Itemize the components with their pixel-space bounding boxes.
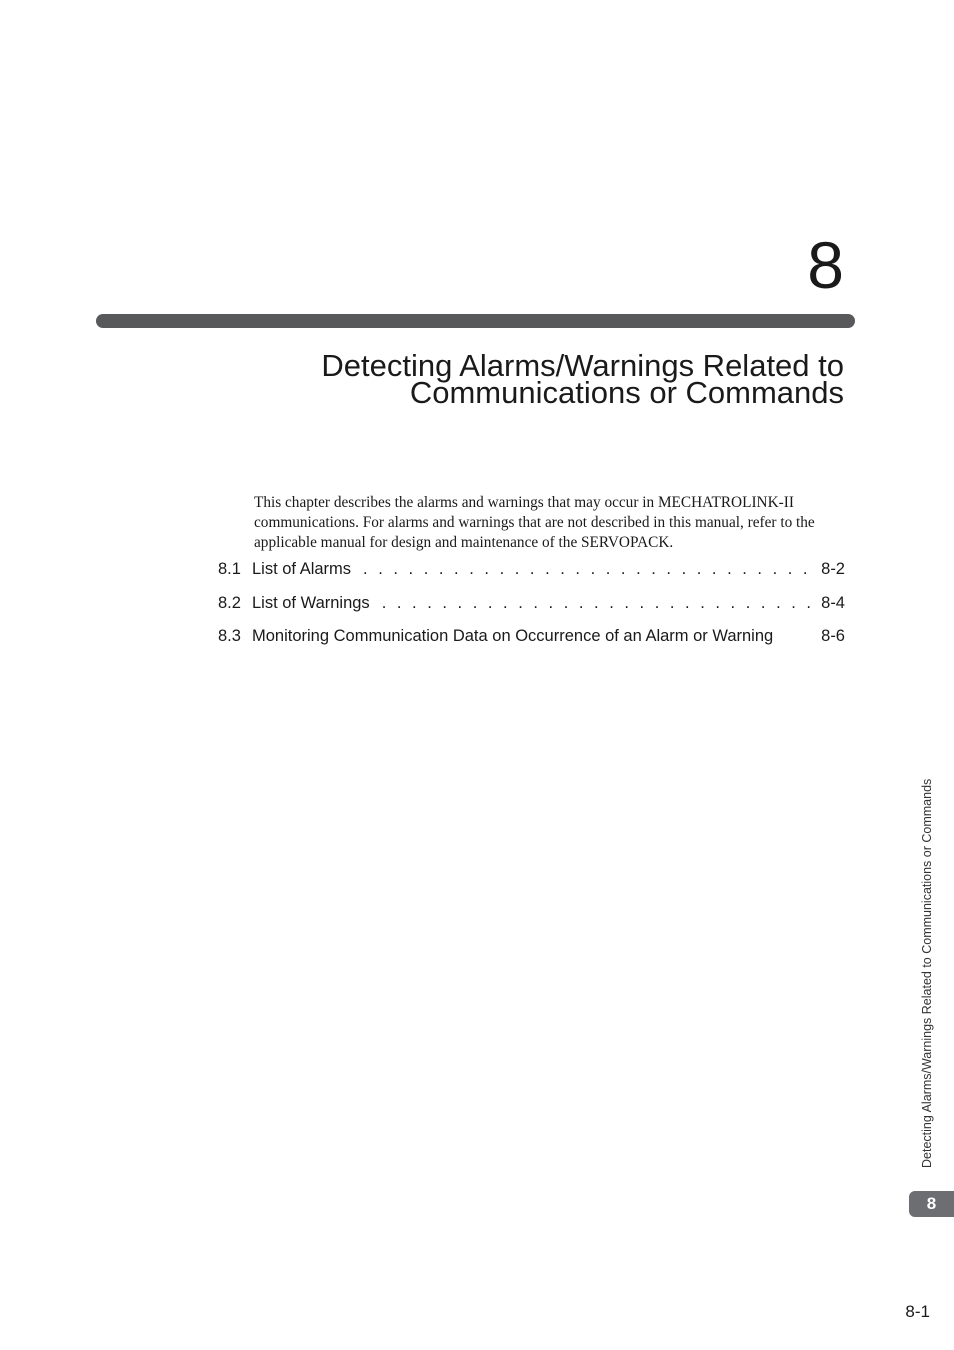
toc-entry-page: 8-2 [821,560,845,578]
toc-leader-dots [382,594,817,613]
page-number: 8-1 [905,1302,930,1321]
chapter-number: 8 [807,228,844,302]
chapter-title-line-1: Detecting Alarms/Warnings Related to [321,348,844,383]
intro-paragraph: This chapter describes the alarms and warnings that may occur in MECHATROLINK-II communications. For alarms and warnings that are not described in this manual, refer to the applicable manual for design and maintenance of the SERVOPACK. [254,494,815,551]
chapter-rule [96,314,855,328]
table-of-contents [218,560,845,661]
toc-entry-title: List of Alarms [252,560,352,578]
toc-entry[interactable] [218,594,845,628]
toc-entry[interactable] [218,560,845,594]
side-chapter-label: Detecting Alarms/Warnings Related to Communications or Commands [920,778,934,1168]
toc-entry-number: 8.2 [218,593,241,612]
toc-entry-number: 8.1 [218,560,241,578]
toc-entry-page: 8-4 [821,593,845,612]
side-chapter-tab: 8 [909,1191,954,1217]
toc-entry-number: 8.3 [218,627,241,645]
toc-leader-dots [363,560,817,579]
chapter-title [204,348,844,410]
chapter-title-line-2: Communications or Commands [409,375,844,410]
toc-entry-page: 8-6 [821,627,845,645]
toc-entry-title: List of Warnings [252,593,370,612]
toc-entry-title: Monitoring Communication Data on Occurrence of an Alarm or Warning [252,627,774,645]
toc-entry[interactable] [218,627,845,661]
